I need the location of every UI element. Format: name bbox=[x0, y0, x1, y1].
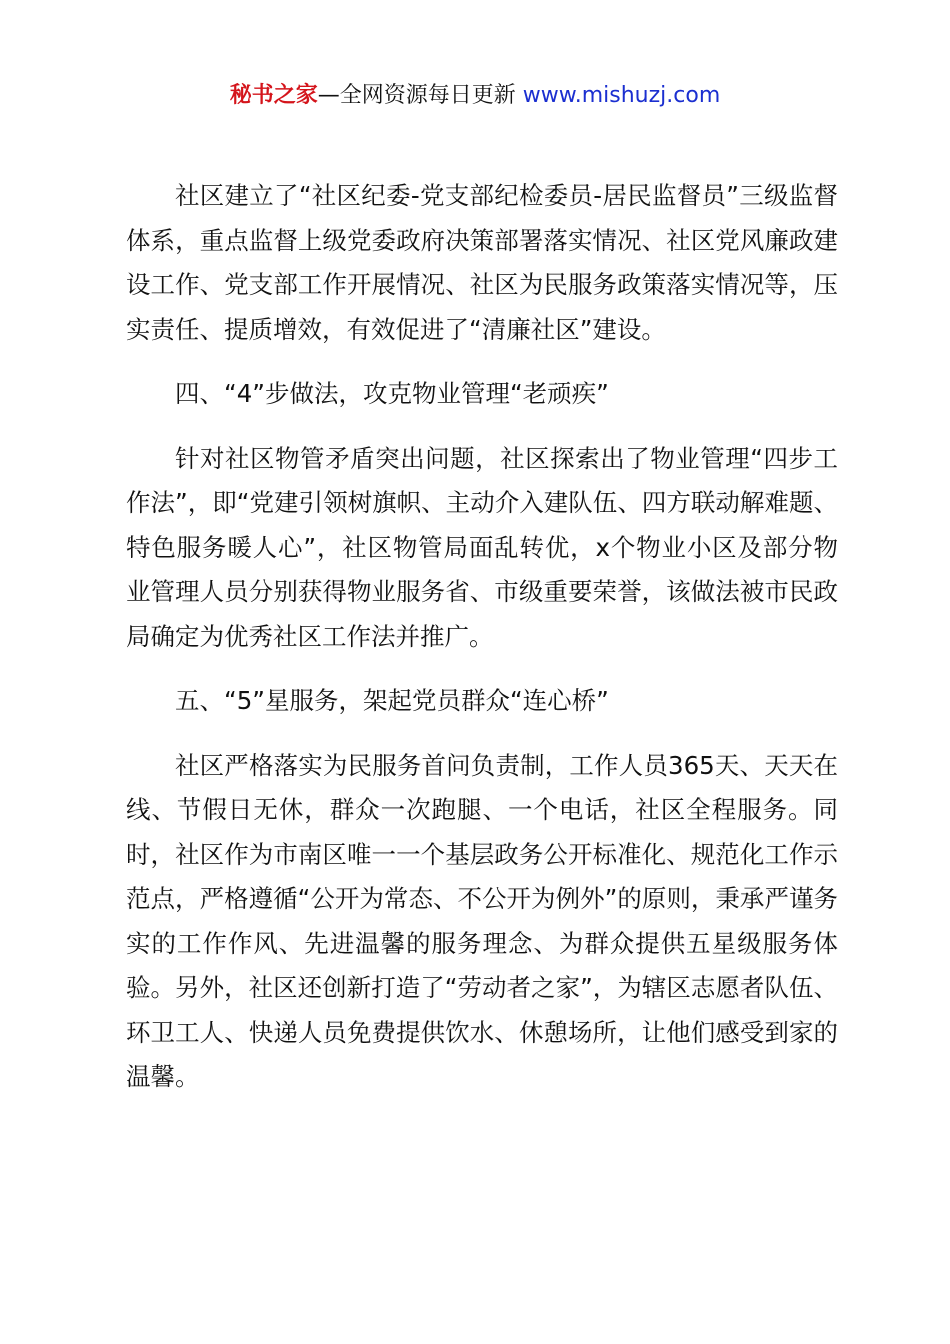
site-header bbox=[0, 80, 950, 112]
site-tagline: —全网资源每日更新 bbox=[317, 83, 523, 108]
paragraph-supervision-system: 社区建立了“社区纪委-党支部纪检委员-居民监督员”三级监督体系，重点监督上级党委政府决策部署落实情况、社区党风廉政建设工作、党支部工作开展情况、社区为民服务政策落实情况等，压实责任、提质增效，有效促进了“清廉社区”建设。 bbox=[126, 181, 838, 344]
section-heading-4: 四、“4”步做法，攻克物业管理“老顽疾” bbox=[175, 379, 609, 408]
brand-name: 秘书之家 bbox=[229, 83, 318, 108]
paragraph-five-star-service: 社区严格落实为民服务首问负责制，工作人员365天、天天在线、节假日无休，群众一次跑腿、一个电话，社区全程服务。同时，社区作为市南区唯一一个基层政务公开标准化、规范化工作示范点，严格遵循“公开为常态、不公开为例外”的原则，秉承严谨务实的工作作风、先进温馨的服务理念、为群众提供五星级服务体验。另外，社区还创新打造了“劳动者之家”，为辖区志愿者队伍、环卫工人、快递人员免费提供饮水、休憩场所，让他们感受到家的温馨。 bbox=[126, 750, 838, 1091]
paragraph-property-management: 针对社区物管矛盾突出问题，社区探索出了物业管理“四步工作法”，即“党建引领树旗帜、主动介入建队伍、四方联动解难题、特色服务暖人心”，社区物管局面乱转优，x个物业小区及部分物业管理人员分别获得物业服务省、市级重要荣誉，该做法被市民政局确定为优秀社区工作法并推广。 bbox=[126, 443, 838, 651]
section-heading-5: 五、“5”星服务，架起党员群众“连心桥” bbox=[175, 686, 609, 715]
document-body bbox=[126, 174, 838, 1100]
site-url-link[interactable]: www.mishuzj.com bbox=[522, 83, 721, 108]
